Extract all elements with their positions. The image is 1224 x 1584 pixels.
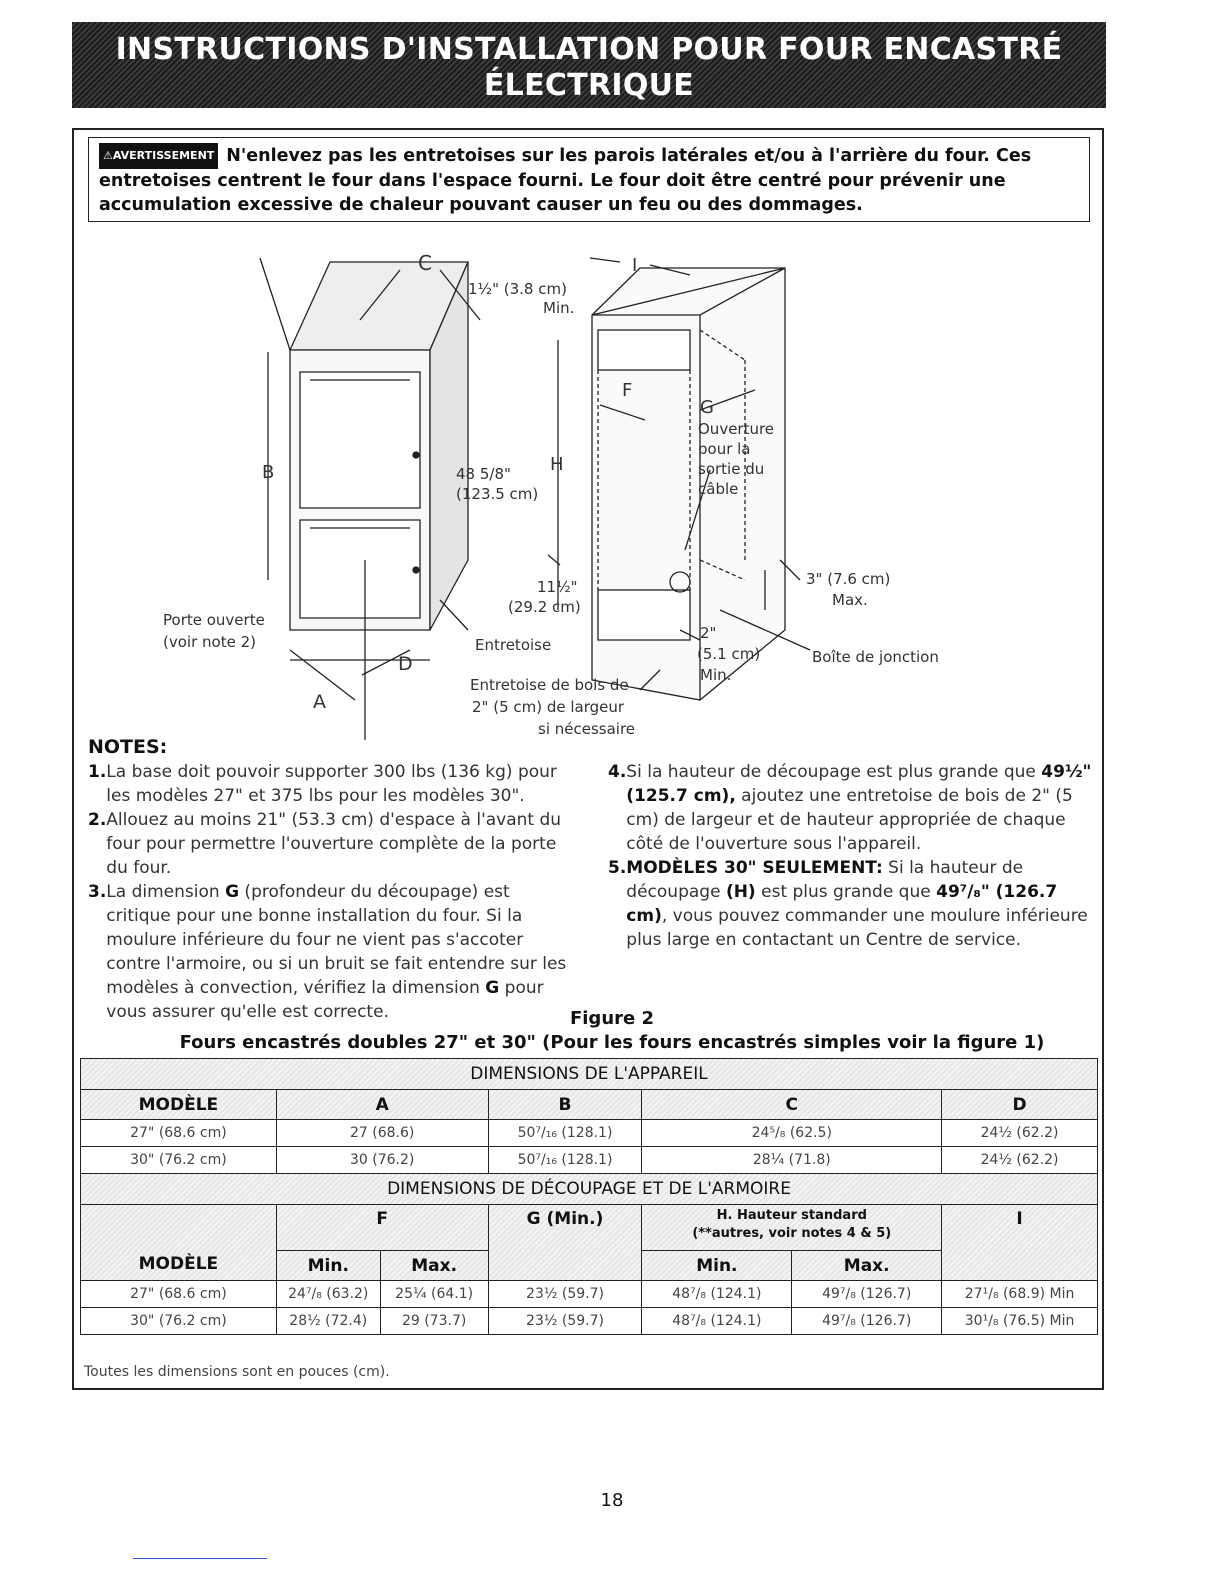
t2-header-f-min: Min.	[276, 1251, 380, 1281]
t1-header-c: C	[642, 1090, 942, 1120]
table-row	[81, 1308, 1098, 1335]
t2-header-i: I	[942, 1205, 1098, 1281]
appliance-dims-title: DIMENSIONS DE L'APPAREIL	[81, 1059, 1098, 1090]
header-title: INSTRUCTIONS D'INSTALLATION POUR FOUR ENCASTRÉ ÉLECTRIQUE	[115, 32, 1063, 103]
dimensions-table	[80, 1058, 1098, 1335]
t2-cell: 25¼ (64.1)	[380, 1281, 488, 1308]
label-g: G	[700, 397, 714, 418]
note-2: 2. Allouez au moins 21" (53.3 cm) d'espace à l'avant du four pour permettre l'ouverture complète de la porte du four.	[88, 810, 562, 878]
t2-header-h: H. Hauteur standard (**autres, voir notes 4 & 5)	[642, 1205, 942, 1251]
table-row	[81, 1281, 1098, 1308]
t1-cell: 50⁷/₁₆ (128.1)	[488, 1147, 642, 1174]
t1-cell: 24½ (62.2)	[942, 1147, 1098, 1174]
t2-cell: 27" (68.6 cm)	[81, 1281, 277, 1308]
label-d: D	[398, 653, 413, 675]
ouverture-1: Ouverture	[698, 420, 775, 438]
ouverture-3: sortie du	[698, 460, 765, 478]
label-f: F	[622, 380, 633, 401]
t1-cell: 30" (76.2 cm)	[81, 1147, 277, 1174]
note-3: 3. La dimension G (profondeur du découpage) est critique pour une bonne installation du four. Si la moulure inférieure du four ne vient pas s'accoter contre l'armoire, ou si un bruit se fait entendre sur les modèles à convection, vérifiez la dimension G pour vous assurer qu'elle est correcte.	[88, 882, 567, 1022]
label-b: B	[262, 462, 275, 483]
note-5: 5. MODÈLES 30" SEULEMENT: Si la hauteur de découpage (H) est plus grande que 49⁷/₈" (126.7 cm), vous pouvez commander une moulure inférieure plus large en contactant un Centre de service.	[608, 858, 1088, 950]
ouverture-2: pour la	[698, 440, 751, 458]
label-h: H	[550, 454, 564, 475]
t2-header-f: F	[276, 1205, 488, 1251]
t1-cell: 28¼ (71.8)	[642, 1147, 942, 1174]
t2-header-f-max: Max.	[380, 1251, 488, 1281]
t1-cell: 27" (68.6 cm)	[81, 1120, 277, 1147]
t1-header-b: B	[488, 1090, 642, 1120]
entretoise-label: Entretoise	[475, 636, 552, 654]
table-row	[81, 1147, 1098, 1174]
installation-diagram	[163, 240, 1010, 740]
t1-header-d: D	[942, 1090, 1098, 1120]
label-a: A	[313, 691, 326, 713]
bois-label-2: 2" (5 cm) de largeur	[472, 698, 625, 716]
warning-text: N'enlevez pas les entretoises sur les parois latérales et/ou à l'arrière du four. Ces entretoises centrent le four dans l'espace fourni. Le four doit être centré pour prévenir une accumulation excessive de chaleur pouvant causer un feu ou des dommages.	[99, 146, 1032, 215]
header-subtitle: (Combiné à une table de cuisson électrique ou à gaz (en option))	[240, 106, 938, 128]
t2-header-h-min: Min.	[642, 1251, 792, 1281]
bois-label-1: Entretoise de bois de	[470, 676, 629, 694]
t2-header-h-max: Max.	[792, 1251, 942, 1281]
ouverture-4: câble	[698, 480, 739, 498]
dim-3-1: 3" (7.6 cm)	[806, 570, 891, 588]
note-1: 1. La base doit pouvoir supporter 300 lbs (136 kg) pour les modèles 27" et 375 lbs pour les modèles 30".	[88, 762, 557, 806]
t2-cell: 49⁷/₈ (126.7)	[792, 1281, 942, 1308]
t2-cell: 28½ (72.4)	[276, 1308, 380, 1335]
t1-header-modele: MODÈLE	[81, 1090, 277, 1120]
t2-header-g: G (Min.)	[488, 1205, 642, 1281]
dim-4858-2: (123.5 cm)	[456, 485, 539, 503]
warning-box	[88, 137, 1090, 222]
dim-3-2: Max.	[832, 591, 868, 609]
figure-caption: Fours encastrés doubles 27" et 30" (Pour les fours encastrés simples voir la figure 1)	[179, 1032, 1045, 1053]
t2-cell: 48⁷/₈ (124.1)	[642, 1281, 792, 1308]
table-row	[81, 1120, 1098, 1147]
t2-cell: 23½ (59.7)	[488, 1281, 642, 1308]
dim-4858-1: 48 5/8"	[456, 465, 511, 483]
t1-cell: 24⁵/₈ (62.5)	[642, 1120, 942, 1147]
dim-1112-2: (29.2 cm)	[508, 598, 581, 616]
t2-cell: 49⁷/₈ (126.7)	[792, 1308, 942, 1335]
notes-title: NOTES:	[88, 736, 168, 758]
dim-2-3: Min.	[700, 666, 732, 684]
dim-1112-1: 11½"	[537, 578, 578, 596]
figure-label: Figure 2	[569, 1008, 655, 1029]
t2-header-modele: MODÈLE	[81, 1205, 277, 1281]
t2-cell: 29 (73.7)	[380, 1308, 488, 1335]
t1-cell: 50⁷/₁₆ (128.1)	[488, 1120, 642, 1147]
page-header	[72, 22, 1106, 128]
t1-header-a: A	[276, 1090, 488, 1120]
label-c: C	[418, 251, 432, 275]
dim-15-min: Min.	[543, 299, 575, 317]
boite-label: Boîte de jonction	[812, 648, 939, 666]
note-4: 4. Si la hauteur de découpage est plus grande que 49½" (125.7 cm), ajoutez une entretoise de bois de 2" (5 cm) de largeur et de hauteur appropriée de chaque côté de l'ouverture sous l'appareil.	[608, 762, 1092, 854]
bois-label-3: si nécessaire	[538, 720, 636, 738]
warning-badge: ⚠AVERTISSEMENT	[99, 143, 218, 169]
divider	[133, 1558, 267, 1559]
porte-label-1: Porte ouverte	[163, 611, 265, 629]
page-number: 18	[600, 1490, 624, 1511]
t2-cell: 27¹/₈ (68.9) Min	[942, 1281, 1098, 1308]
dim-15-label: 1½" (3.8 cm)	[468, 280, 567, 298]
t2-cell: 23½ (59.7)	[488, 1308, 642, 1335]
t1-cell: 24½ (62.2)	[942, 1120, 1098, 1147]
footnote: Toutes les dimensions sont en pouces (cm).	[84, 1364, 390, 1380]
dim-2-1: 2"	[700, 624, 717, 642]
cutout-dims-title: DIMENSIONS DE DÉCOUPAGE ET DE L'ARMOIRE	[81, 1174, 1098, 1205]
notes-right-column	[608, 760, 1098, 952]
t2-cell: 48⁷/₈ (124.1)	[642, 1308, 792, 1335]
t1-cell: 30 (76.2)	[276, 1147, 488, 1174]
label-i: I	[632, 255, 638, 276]
warning-triangle-icon: ⚠	[103, 149, 113, 162]
t2-cell: 30¹/₈ (76.5) Min	[942, 1308, 1098, 1335]
notes-left-column	[88, 760, 578, 1024]
t2-cell: 30" (76.2 cm)	[81, 1308, 277, 1335]
porte-label-2: (voir note 2)	[163, 633, 256, 651]
t2-cell: 24⁷/₈ (63.2)	[276, 1281, 380, 1308]
dim-2-2: (5.1 cm)	[697, 645, 761, 663]
t1-cell: 27 (68.6)	[276, 1120, 488, 1147]
